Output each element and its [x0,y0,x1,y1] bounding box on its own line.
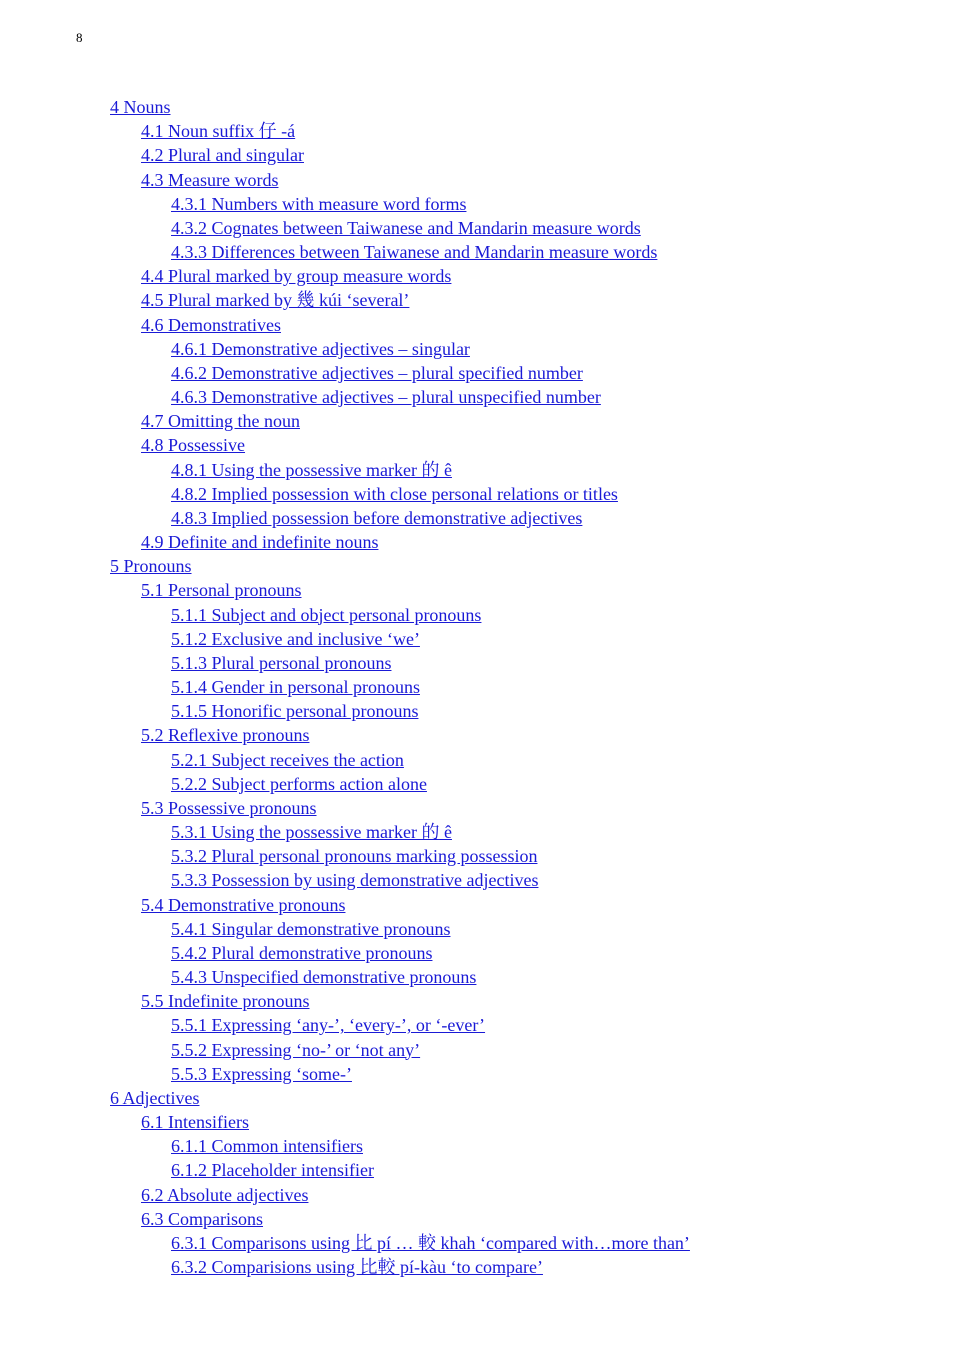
toc-link-level-3[interactable]: 5.3.3 Possession by using demonstrative adjectives [171,870,539,891]
toc-link-level-3[interactable]: 4.6.1 Demonstrative adjectives – singular [171,338,470,359]
toc-link-level-3[interactable]: 5.5.2 Expressing ‘no-’ or ‘not any’ [171,1039,421,1060]
toc-link-level-3[interactable]: 4.8.3 Implied possession before demonstrative adjectives [171,507,583,528]
toc-link-level-3[interactable]: 5.1.2 Exclusive and inclusive ‘we’ [171,628,420,649]
toc-link-level-2[interactable]: 5.2 Reflexive pronouns [141,725,310,746]
toc-link-level-1[interactable]: 6 Adjectives [110,1087,200,1108]
toc-link-level-3[interactable]: 5.4.3 Unspecified demonstrative pronouns [171,967,477,988]
toc-link-level-3[interactable]: 5.1.4 Gender in personal pronouns [171,677,420,698]
toc-link-level-3[interactable]: 5.1.1 Subject and object personal pronouns [171,604,482,625]
toc-link-level-3[interactable]: 5.1.5 Honorific personal pronouns [171,701,419,722]
toc-link-level-3[interactable]: 5.4.1 Singular demonstrative pronouns [171,918,451,939]
toc-link-level-1[interactable]: 5 Pronouns [110,556,192,577]
toc-link-level-3[interactable]: 5.5.1 Expressing ‘any-’, ‘every-’, or ‘-ever’ [171,1015,486,1036]
toc-link-level-1[interactable]: 4 Nouns [110,97,171,117]
toc-link-level-2[interactable]: 4.4 Plural marked by group measure words [141,266,452,287]
toc-link-level-2[interactable]: 4.1 Noun suffix 仔 -á [141,121,296,142]
toc-link-level-2[interactable]: 4.6 Demonstratives [141,314,281,335]
toc-link-level-2[interactable]: 6.1 Intensifiers [141,1112,249,1133]
toc-link-level-3[interactable]: 4.8.1 Using the possessive marker 的 ê [171,459,452,480]
toc-link-level-2[interactable]: 4.9 Definite and indefinite nouns [141,532,379,553]
toc-link-level-2[interactable]: 4.3 Measure words [141,169,279,190]
toc-link-level-3[interactable]: 6.3.2 Comparisions using 比較 pí-kàu ‘to compare’ [171,1257,543,1278]
toc-link-level-3[interactable]: 5.2.1 Subject receives the action [171,749,404,770]
toc-link-level-3[interactable]: 4.6.3 Demonstrative adjectives – plural unspecified number [171,387,601,408]
toc-link-level-2[interactable]: 5.1 Personal pronouns [141,580,302,601]
toc-link-level-2[interactable]: 6.3 Comparisons [141,1208,264,1229]
toc-link-level-3[interactable]: 5.5.3 Expressing ‘some-’ [171,1063,352,1084]
toc-link-level-2[interactable]: 6.2 Absolute adjectives [141,1184,309,1205]
toc-link-level-3[interactable]: 5.2.2 Subject performs action alone [171,773,427,794]
toc-link-level-3[interactable]: 4.6.2 Demonstrative adjectives – plural specified number [171,362,583,383]
toc-link-level-3[interactable]: 6.3.1 Comparisons using 比 pí … 較 khah ‘compared with…more than’ [171,1232,690,1253]
toc-link-level-2[interactable]: 4.5 Plural marked by 幾 kúi ‘several’ [141,290,410,311]
toc-link-level-2[interactable]: 4.2 Plural and singular [141,145,304,166]
toc-link-level-2[interactable]: 4.8 Possessive [141,435,246,456]
toc-link-level-3[interactable]: 4.3.3 Differences between Taiwanese and Mandarin measure words [171,242,658,263]
toc-link-level-3[interactable]: 4.8.2 Implied possession with close personal relations or titles [171,483,618,504]
toc-link-level-3[interactable]: 5.3.2 Plural personal pronouns marking possession [171,846,538,867]
toc-link-level-3[interactable]: 6.1.1 Common intensifiers [171,1136,363,1157]
toc-link-level-3[interactable]: 5.1.3 Plural personal pronouns [171,652,392,673]
toc-link-level-2[interactable]: 5.5 Indefinite pronouns [141,991,310,1012]
toc-link-level-3[interactable]: 4.3.1 Numbers with measure word forms [171,193,467,214]
toc-link-level-3[interactable]: 5.3.1 Using the possessive marker 的 ê [171,822,452,843]
toc-link-level-2[interactable]: 5.3 Possessive pronouns [141,797,317,818]
toc-link-level-3[interactable]: 6.1.2 Placeholder intensifier [171,1160,374,1181]
page-number: 8 [76,30,83,45]
toc-link-level-3[interactable]: 5.4.2 Plural demonstrative pronouns [171,942,433,963]
toc-link-level-3[interactable]: 4.3.2 Cognates between Taiwanese and Mandarin measure words [171,217,641,238]
toc-link-level-2[interactable]: 5.4 Demonstrative pronouns [141,894,346,915]
toc-link-level-2[interactable]: 4.7 Omitting the noun [141,411,300,432]
